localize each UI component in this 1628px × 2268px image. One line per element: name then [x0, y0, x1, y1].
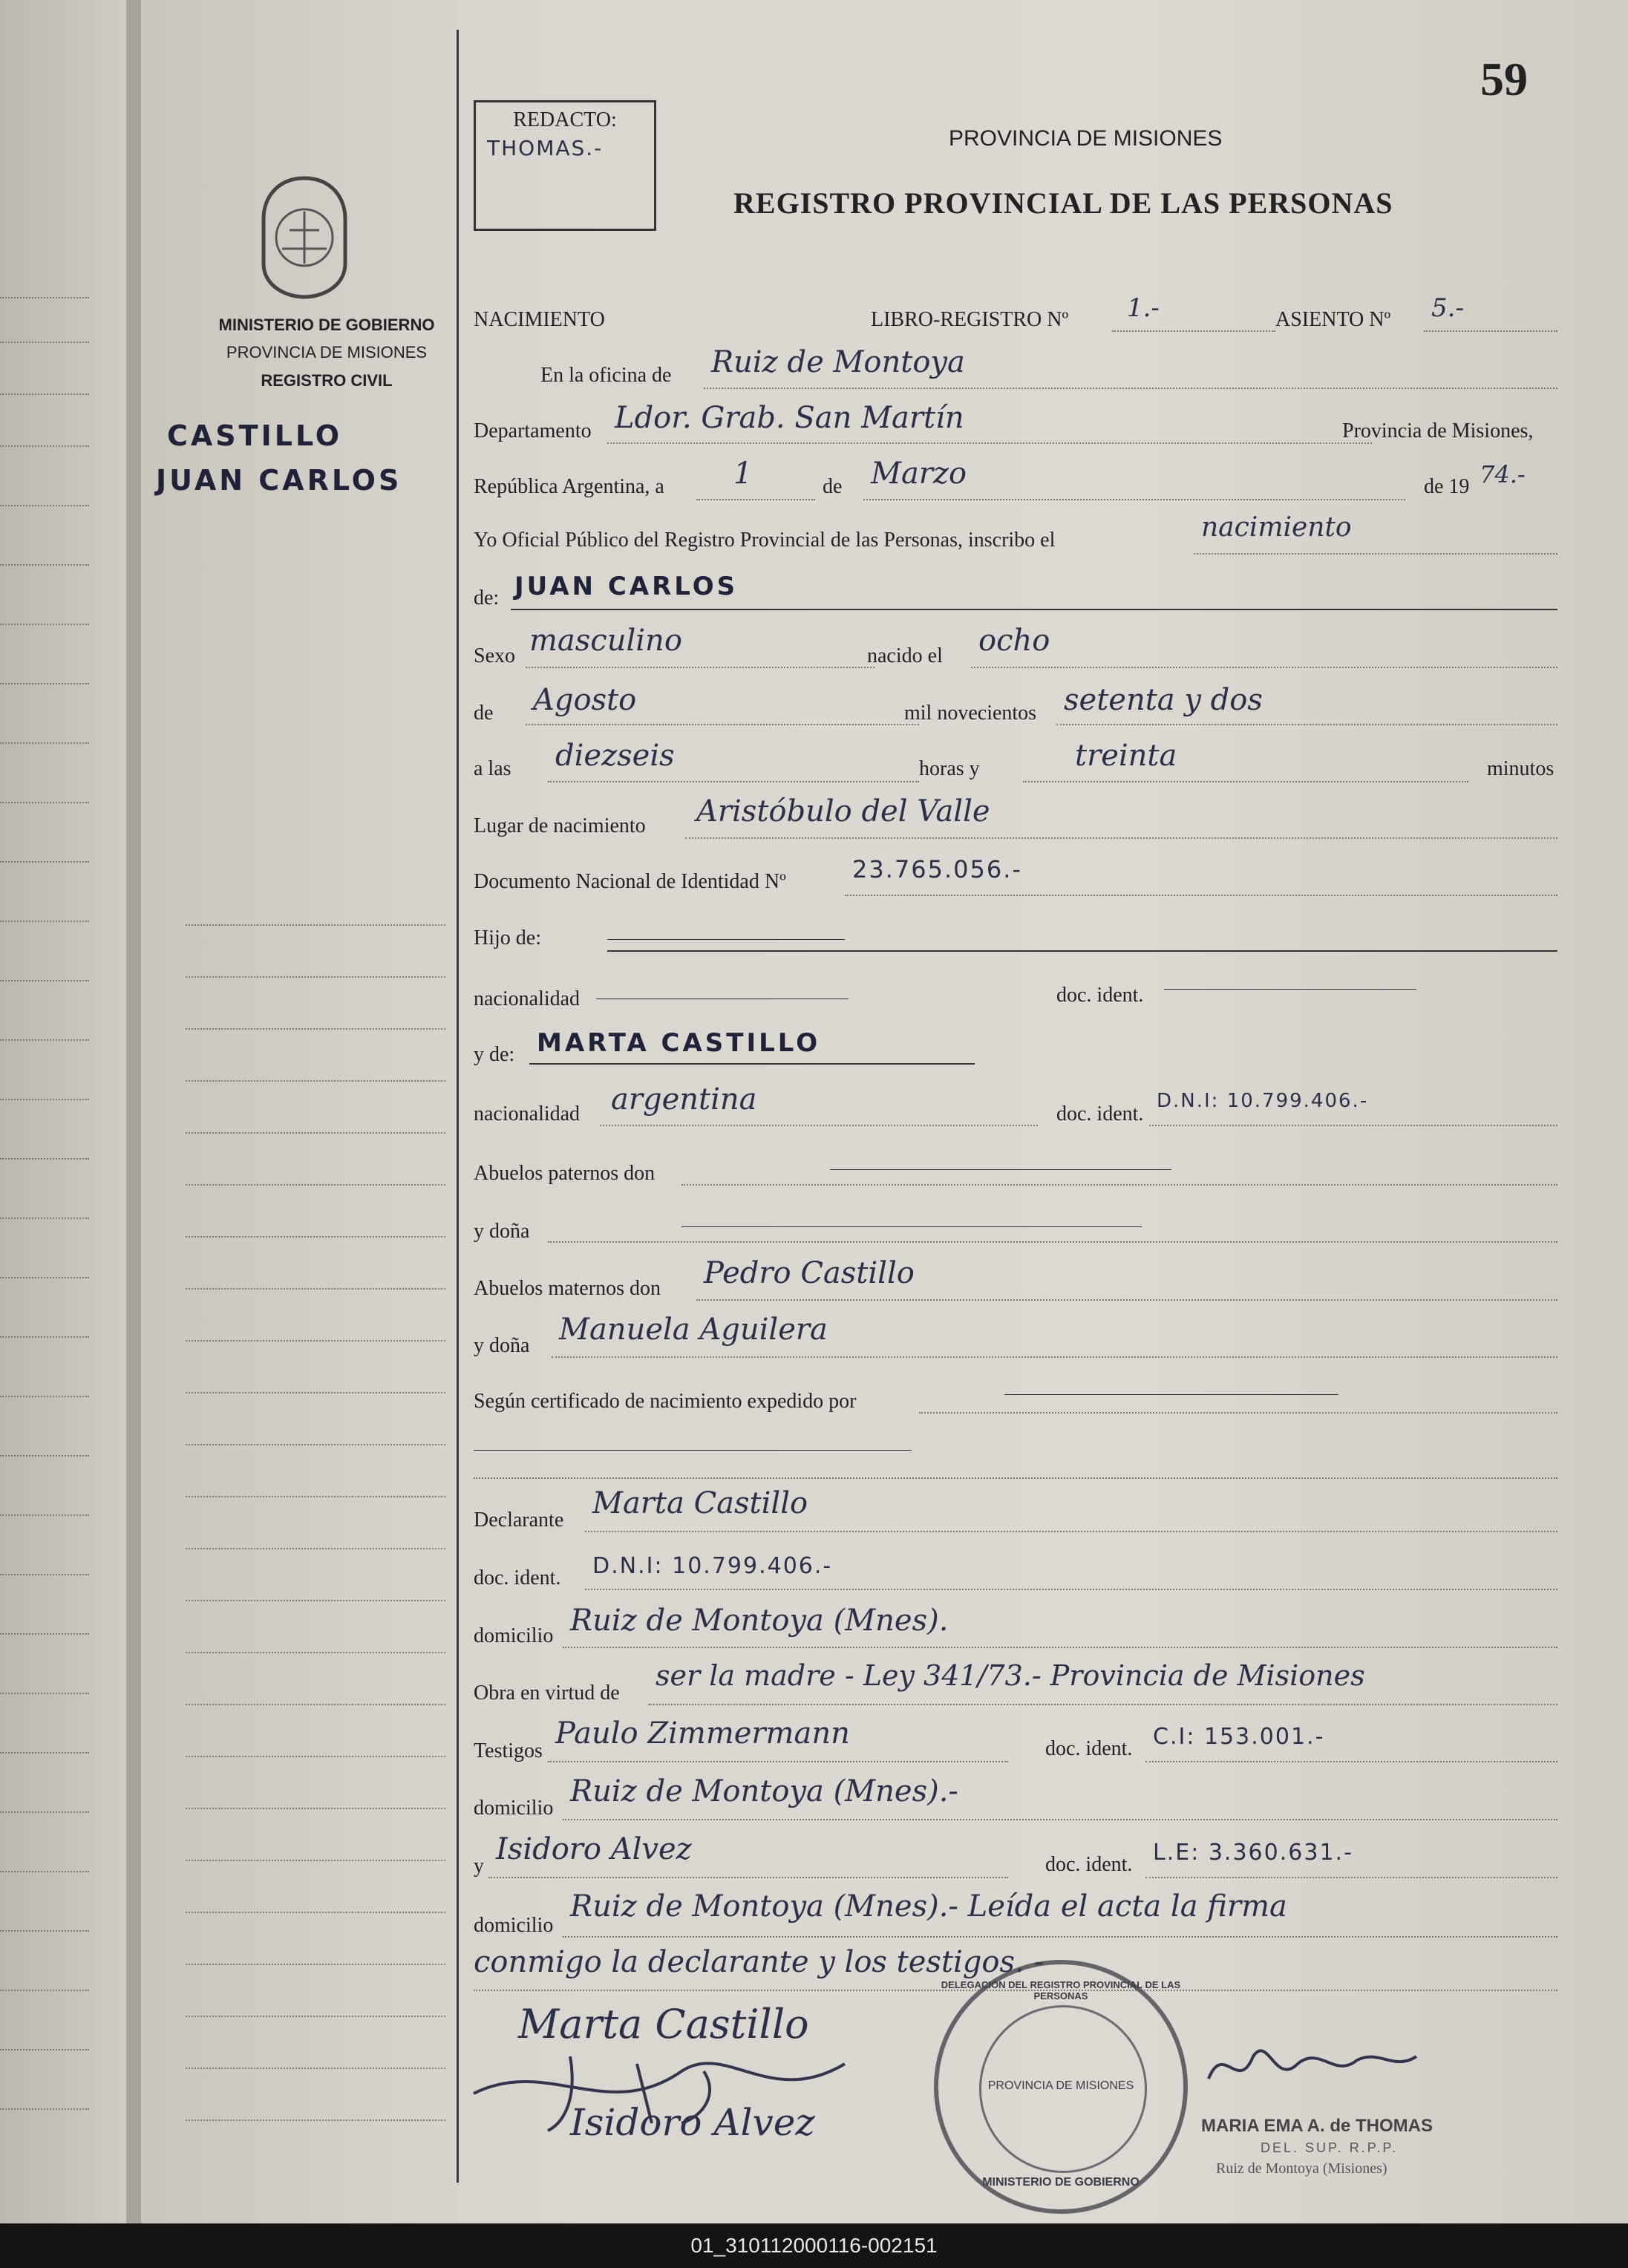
abuelo-materno-value: Pedro Castillo: [704, 1256, 915, 1290]
seal-text: DELEGACION DEL REGISTRO PROVINCIAL DE LAS PERSONAS: [941, 1979, 1181, 2001]
abuelos-maternos-label: Abuelos maternos don: [474, 1277, 661, 1300]
horas-label: horas y: [919, 757, 980, 780]
birth-month-value: Agosto: [533, 683, 637, 717]
testigo1-domicilio-label: domicilio: [474, 1797, 554, 1820]
signature-testigo2: Isidoro Alvez: [570, 2101, 815, 2144]
day-value: 1: [733, 457, 753, 491]
yde-label: y de:: [474, 1043, 515, 1066]
madre-nacionalidad-label: nacionalidad: [474, 1102, 581, 1125]
left-page-edge: [0, 0, 128, 2223]
declarante-domicilio-value: Ruiz de Montoya (Mnes).: [570, 1604, 949, 1638]
oficina-label: En la oficina de: [540, 364, 672, 387]
libro-label: LIBRO-REGISTRO Nº: [871, 308, 1069, 331]
seal-inner: PROVINCIA DE MISIONES: [987, 2079, 1134, 2092]
inscribo-label: Yo Oficial Público del Registro Provincial de las Personas, inscribo el: [474, 529, 1056, 552]
y-label: y: [474, 1854, 484, 1878]
declarante-doc-label: doc. ident.: [474, 1566, 561, 1589]
hora-value: diezseis: [555, 739, 675, 773]
sexo-label: Sexo: [474, 644, 515, 667]
libro-value: 1.-: [1127, 293, 1160, 323]
asiento-label: ASIENTO Nº: [1275, 308, 1391, 331]
book-gutter: [126, 0, 141, 2223]
hijo-label: Hijo de:: [474, 927, 541, 950]
dni-label: Documento Nacional de Identidad Nº: [474, 870, 786, 893]
redacto-value: THOMAS.-: [487, 136, 604, 160]
provincia-label: Provincia de Misiones,: [1342, 419, 1534, 442]
testigo2-doc-value: L.E: 3.360.631.-: [1153, 1840, 1353, 1866]
testigo2-domicilio-label: domicilio: [474, 1914, 554, 1937]
month-value: Marzo: [871, 457, 967, 491]
scan-id-footer: 01_310112000116-002151: [0, 2223, 1628, 2268]
republica-label: República Argentina, a: [474, 475, 664, 498]
ministry-line2: PROVINCIA DE MISIONES: [226, 343, 428, 362]
madre-doc-label: doc. ident.: [1056, 1102, 1144, 1125]
header-province: PROVINCIA DE MISIONES: [949, 126, 1223, 151]
declarante-doc-value: D.N.I: 10.799.406.-: [592, 1553, 833, 1579]
madre-value: MARTA CASTILLO: [537, 1028, 821, 1058]
declarante-label: Declarante: [474, 1509, 564, 1532]
page-number: 59: [1480, 53, 1528, 105]
de-label: de: [823, 475, 843, 498]
doc-ident-label: doc. ident.: [1056, 984, 1144, 1007]
abuelos-paternos-label: Abuelos paternos don: [474, 1162, 656, 1185]
departamento-label: Departamento: [474, 419, 592, 442]
year-value: 74.-: [1480, 460, 1526, 488]
madre-nacionalidad-value: argentina: [611, 1082, 757, 1117]
redacto-label: REDACTO:: [513, 108, 617, 131]
testigo1-domicilio-value: Ruiz de Montoya (Mnes).-: [570, 1774, 958, 1808]
signature-declarante: Marta Castillo: [518, 2001, 809, 2048]
sexo-value: masculino: [529, 624, 682, 658]
testigos-label: Testigos: [474, 1739, 543, 1762]
asiento-value: 5.-: [1431, 293, 1464, 323]
minutos-value: treinta: [1075, 739, 1177, 773]
certificado-label: Según certificado de nacimiento expedido por: [474, 1390, 857, 1413]
oficina-value: Ruiz de Montoya: [711, 345, 965, 379]
coat-of-arms-icon: [256, 174, 353, 301]
official-title: DEL. SUP. R.P.P.: [1261, 2140, 1399, 2155]
official-place: Ruiz de Montoya (Misiones): [1216, 2160, 1387, 2177]
lugar-label: Lugar de nacimiento: [474, 814, 646, 837]
nacionalidad-label: nacionalidad: [474, 987, 581, 1010]
abuela-materna-value: Manuela Aguilera: [559, 1313, 828, 1347]
de-name-label: de:: [474, 586, 500, 610]
departamento-value: Ldor. Grab. San Martín: [615, 401, 964, 435]
lugar-value: Aristóbulo del Valle: [696, 794, 990, 829]
ministry-line1: MINISTERIO DE GOBIERNO: [218, 316, 435, 334]
margin-given-names: JUAN CARLOS: [156, 464, 402, 497]
de-month-label: de: [474, 702, 494, 725]
mil-label: mil novecientos: [904, 702, 1037, 725]
minutos-label: minutos: [1487, 757, 1555, 780]
testigo1-doc-value: C.I: 153.001.-: [1153, 1724, 1325, 1750]
official-name: MARIA EMA A. de THOMAS: [1201, 2116, 1433, 2136]
inscribo-value: nacimiento: [1201, 512, 1352, 543]
seal-bottom: MINISTERIO DE GOBIERNO: [982, 2176, 1140, 2189]
name-value: JUAN CARLOS: [514, 572, 739, 601]
testigo1-doc-label: doc. ident.: [1045, 1737, 1133, 1760]
nacido-value: ocho: [978, 624, 1050, 658]
redacto-box: [474, 100, 656, 231]
margin-surname: CASTILLO: [167, 419, 343, 452]
registry-form: [457, 30, 1557, 2189]
ydona-paterna-label: y doña: [474, 1220, 530, 1243]
type-label: NACIMIENTO: [474, 308, 605, 331]
declarante-domicilio-label: domicilio: [474, 1624, 554, 1647]
obra-label: Obra en virtud de: [474, 1682, 620, 1705]
madre-doc-value: D.N.I: 10.799.406.-: [1157, 1090, 1369, 1112]
official-signature-scribble: [1201, 2034, 1424, 2101]
ministry-line3: REGISTRO CIVIL: [261, 371, 393, 390]
nacido-label: nacido el: [867, 644, 943, 667]
margin-column: [141, 0, 457, 2223]
testigo2-doc-label: doc. ident.: [1045, 1853, 1133, 1876]
header-title: REGISTRO PROVINCIAL DE LAS PERSONAS: [733, 186, 1393, 220]
alas-label: a las: [474, 757, 511, 780]
dni-value: 23.765.056.-: [852, 855, 1022, 883]
testigo2-domicilio-value: Ruiz de Montoya (Mnes).- Leída el acta la firma: [570, 1889, 1287, 1924]
closing-text: conmigo la declarante y los testigos. -: [474, 1945, 1044, 1979]
mil-value: setenta y dos: [1064, 683, 1263, 717]
year-label: de 19: [1424, 475, 1470, 498]
declarante-value: Marta Castillo: [592, 1486, 808, 1520]
obra-value: ser la madre - Ley 341/73.- Provincia de Misiones: [656, 1659, 1365, 1692]
testigo2-value: Isidoro Alvez: [496, 1832, 692, 1866]
official-seal: [934, 1960, 1188, 2214]
ydona-materna-label: y doña: [474, 1334, 530, 1357]
testigo1-value: Paulo Zimmermann: [555, 1716, 850, 1751]
